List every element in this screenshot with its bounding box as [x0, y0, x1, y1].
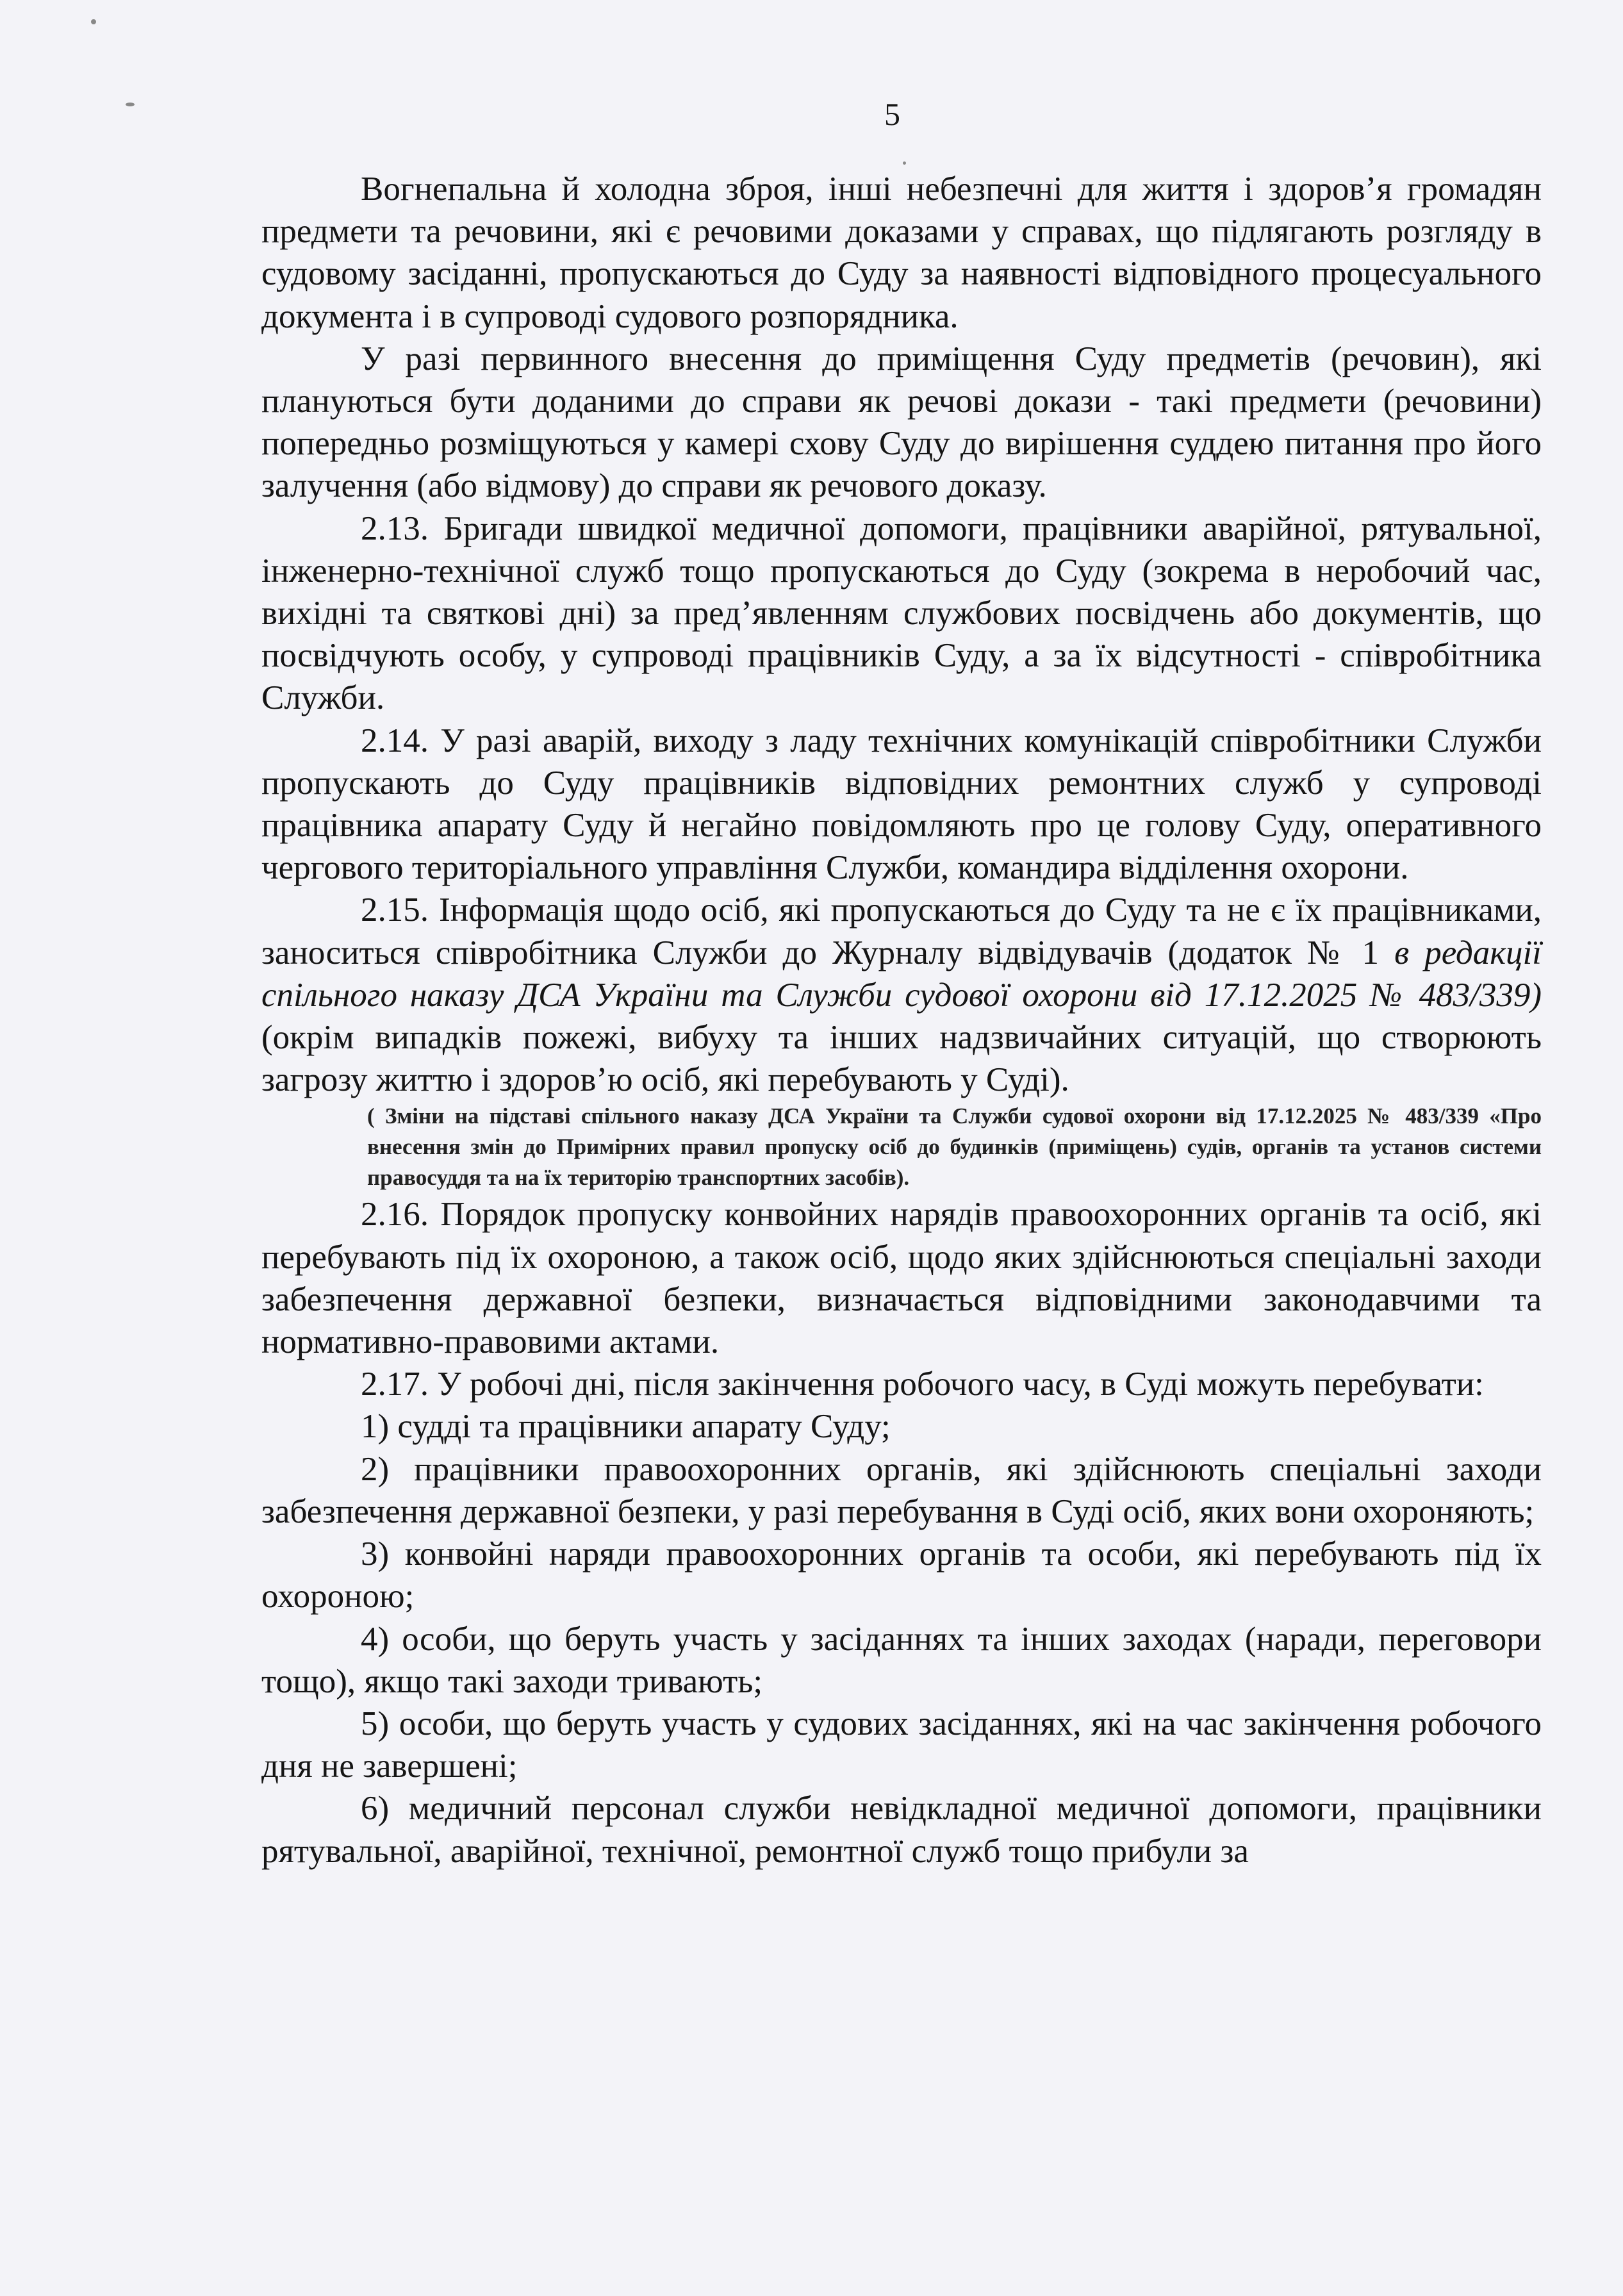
scan-speck — [126, 103, 135, 106]
list-item: 1) судді та працівники апарату Суду; — [361, 1408, 891, 1446]
paragraph: У разі первинного внесення до приміщення Суду предметів (речовин), які плануються бути доданими до справи як речові докази - такі предмети (речовини) попередньо розміщуються у камері схову Суду до вирішення суддею питання про його залучення (або відмову) до справи як речового доказу. — [261, 340, 1542, 505]
p215-after: (окрім випадків пожежі, вибуху та інших надзвичайних ситуацій, що створюють загрозу життю і здоров’ю осіб, які перебувають у Суді). — [261, 1019, 1542, 1099]
amendment-note: ( Зміни на підставі спільного наказу ДСА України та Служби судової охорони від 17.12.2025 № 483/339 «Про внесення змін до Примірних правил пропуску осіб до будинків (приміщень) судів, органів та установ системи правосуддя та на їх територію транспортних засобів). — [367, 1103, 1542, 1191]
paragraph-2-14: 2.14. У разі аварій, виходу з ладу технічних комунікацій співробітники Служби пропускають до Суду працівників відповідних ремонтних служб у супроводі працівника апарату Суду й негайно повідомляють про це голову Суду, оперативного чергового територіального управління Служби, командира відділення охорони. — [261, 722, 1542, 887]
list-item: 4) особи, що беруть участь у засіданнях та інших заходах (наради, переговори тощо), якщо такі заходи тривають; — [261, 1620, 1542, 1700]
paragraph: Вогнепальна й холодна зброя, інші небезпечні для життя і здоров’я громадян предмети та речовини, які є речовими доказами у справах, що підлягають розгляду в судовому засіданні, пропускаються до Суду за наявності відповідного процесуального документа і в супроводі судового розпорядника. — [261, 170, 1542, 335]
list-item: 5) особи, що беруть участь у судових засіданнях, які на час закінчення робочого дня не завершені; — [261, 1705, 1542, 1785]
page-number: 5 — [884, 96, 900, 132]
paragraph-2-15 — [261, 889, 1542, 1101]
list-item: 2) працівники правоохоронних органів, які здійснюють спеціальні заходи забезпечення державної безпеки, у разі перебування в Суді осіб, яких вони охороняють; — [261, 1450, 1542, 1530]
scan-speck — [903, 161, 906, 165]
scan-speck — [91, 19, 96, 24]
p215-before: 2.15. Інформація щодо осіб, які пропускаються до Суду та не є їх працівниками, заноситься співробітника Служби до Журналу відвідувачів (додаток № 1 — [261, 891, 1542, 971]
paragraph-2-16: 2.16. Порядок пропуску конвойних нарядів правоохоронних органів та осіб, які перебувають під їх охороною, а також осіб, щодо яких здійснюються спеціальні заходи забезпечення державної безпеки, визначається відповідними законодавчими та нормативно-правовими актами. — [261, 1196, 1542, 1361]
document-body — [261, 168, 1542, 1872]
paragraph-2-13: 2.13. Бригади швидкої медичної допомоги, працівники аварійної, рятувальної, інженерно-технічної служб тощо пропускаються до Суду (зокрема в неробочий час, вихідні та святкові дні) за пред’явленням службових посвідчень або документів, що посвідчують особу, у супроводі працівників Суду, а за їх відсутності - співробітника Служби. — [261, 509, 1542, 717]
list-item: 3) конвойні наряди правоохоронних органів та особи, які перебувають під їх охороною; — [261, 1535, 1542, 1615]
list-item: 6) медичний персонал служби невідкладної медичної допомоги, працівники рятувальної, аварійної, технічної, ремонтної служб тощо прибули за — [261, 1790, 1542, 1870]
paragraph-2-17: 2.17. У робочі дні, після закінчення робочого часу, в Суді можуть перебувати: — [361, 1366, 1484, 1403]
p215-italic-amendment: в редакції спільного наказу ДСА України та Служби судової охорони від 17.12.2025 № 483/339) — [261, 934, 1542, 1014]
